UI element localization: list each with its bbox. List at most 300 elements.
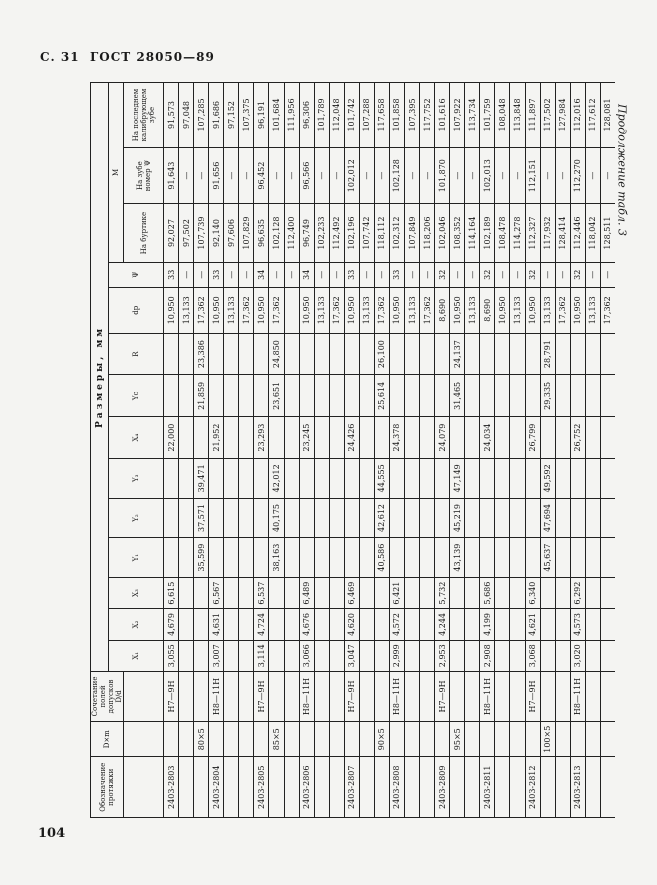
cell-tol: H8—11H [299, 671, 314, 721]
cell-y1 [314, 538, 329, 578]
cell-ml: 107,395 [405, 83, 420, 148]
cell-y3 [179, 458, 194, 498]
col-m-billet: На буртике [124, 204, 164, 262]
cell-x2 [600, 609, 615, 640]
cell-y2 [284, 498, 299, 538]
cell-mb: 112,327 [525, 204, 540, 262]
cell-x1 [194, 640, 209, 671]
cell-x4 [269, 417, 284, 459]
cell-tol [239, 671, 254, 721]
cell-mt: — [269, 147, 284, 203]
cell-ml: 113,848 [510, 83, 525, 148]
cell-dxm [435, 721, 450, 756]
table-row [314, 83, 329, 818]
cell-r [495, 333, 510, 375]
cell-y1 [495, 538, 510, 578]
cell-x4 [314, 417, 329, 459]
cell-yc [179, 375, 194, 417]
cell-dxm [284, 721, 299, 756]
cell-mb: 102,233 [314, 204, 329, 262]
cell-y3 [420, 458, 435, 498]
cell-yc [495, 375, 510, 417]
cell-x4: 24,034 [480, 417, 495, 459]
cell-y3: 39,471 [194, 458, 209, 498]
cell-dp: 17,362 [194, 287, 209, 333]
cell-ml: 112,016 [570, 83, 585, 148]
cell-x3 [314, 577, 329, 608]
cell-mb: 118,042 [585, 204, 600, 262]
cell-tol [540, 671, 555, 721]
cell-r [209, 333, 224, 375]
cell-x1 [224, 640, 239, 671]
cell-x3: 6,292 [570, 577, 585, 608]
cell-mt: 91,643 [164, 147, 179, 203]
cell-tol: H8—11H [480, 671, 495, 721]
rotated-table-frame [90, 82, 615, 818]
cell-r [420, 333, 435, 375]
cell-y3 [480, 458, 495, 498]
table-row [359, 83, 374, 818]
cell-dp [284, 287, 299, 333]
cell-x2: 4,573 [570, 609, 585, 640]
cell-r [525, 333, 540, 375]
table-row [555, 83, 570, 818]
cell-x1: 3,068 [525, 640, 540, 671]
cell-tol: H7—9H [254, 671, 269, 721]
cell-y3 [435, 458, 450, 498]
table-row [600, 83, 615, 818]
cell-dp: 10,950 [450, 287, 465, 333]
cell-psi: — [405, 262, 420, 287]
cell-yc [314, 375, 329, 417]
cell-dp: 13,133 [510, 287, 525, 333]
cell-yc [510, 375, 525, 417]
cell-x3: 6,340 [525, 577, 540, 608]
cell-y3 [389, 458, 404, 498]
cell-dxm [420, 721, 435, 756]
cell-psi: — [555, 262, 570, 287]
page-label: С. 31 [40, 50, 80, 64]
cell-y1: 40,586 [374, 538, 389, 578]
cell-y3 [555, 458, 570, 498]
cell-dxm [164, 721, 179, 756]
cell-x1 [284, 640, 299, 671]
cell-x4: 26,752 [570, 417, 585, 459]
cell-psi: 34 [299, 262, 314, 287]
cell-tol [269, 671, 284, 721]
cell-tol [420, 671, 435, 721]
col-dp: dр [109, 287, 164, 333]
cell-x1: 2,953 [435, 640, 450, 671]
cell-psi: — [374, 262, 389, 287]
cell-yc: 29,335 [540, 375, 555, 417]
cell-des: 2403-2807 [344, 757, 359, 818]
cell-mt: — [600, 147, 615, 203]
col-dxm: D×m [91, 721, 124, 756]
cell-yc [284, 375, 299, 417]
cell-psi: — [179, 262, 194, 287]
cell-yc [600, 375, 615, 417]
cell-x2 [405, 609, 420, 640]
cell-tol [495, 671, 510, 721]
cell-dxm: 95×5 [450, 721, 465, 756]
cell-mb: 108,352 [450, 204, 465, 262]
col-tolerance: Сочетание полей допусков D/d [91, 671, 124, 721]
cell-y2 [239, 498, 254, 538]
cell-x3: 6,567 [209, 577, 224, 608]
cell-ml: 96,306 [299, 83, 314, 148]
cell-psi: — [600, 262, 615, 287]
cell-y2 [329, 498, 344, 538]
cell-x2 [284, 609, 299, 640]
cell-dp: 10,950 [389, 287, 404, 333]
cell-x4 [540, 417, 555, 459]
cell-tol: H7—9H [164, 671, 179, 721]
cell-y1 [224, 538, 239, 578]
cell-dxm [510, 721, 525, 756]
cell-des: 2403-2808 [389, 757, 404, 818]
cell-psi: — [465, 262, 480, 287]
cell-mt: — [555, 147, 570, 203]
cell-des [194, 757, 209, 818]
table-row [450, 83, 465, 818]
cell-mb: 97,606 [224, 204, 239, 262]
cell-dp: 10,950 [209, 287, 224, 333]
col-x4: X₄ [109, 417, 164, 459]
cell-r [510, 333, 525, 375]
cell-psi: — [585, 262, 600, 287]
cell-dxm: 100×5 [540, 721, 555, 756]
cell-x4 [329, 417, 344, 459]
cell-des [585, 757, 600, 818]
cell-x3 [239, 577, 254, 608]
cell-y3 [405, 458, 420, 498]
cell-dxm [495, 721, 510, 756]
cell-dxm [344, 721, 359, 756]
cell-r [389, 333, 404, 375]
cell-y2 [389, 498, 404, 538]
cell-x4: 22,000 [164, 417, 179, 459]
cell-x4 [450, 417, 465, 459]
cell-x1 [465, 640, 480, 671]
cell-y1 [299, 538, 314, 578]
cell-mt: — [314, 147, 329, 203]
cell-x1 [495, 640, 510, 671]
cell-psi: 32 [525, 262, 540, 287]
cell-dxm [585, 721, 600, 756]
table-row [389, 83, 404, 818]
cell-mt: — [224, 147, 239, 203]
cell-x2 [420, 609, 435, 640]
cell-mb: 107,829 [239, 204, 254, 262]
cell-x1: 3,114 [254, 640, 269, 671]
cell-r [480, 333, 495, 375]
cell-r [239, 333, 254, 375]
cell-dp: 10,950 [164, 287, 179, 333]
cell-mt: 91,656 [209, 147, 224, 203]
cell-x2 [359, 609, 374, 640]
cell-y1 [585, 538, 600, 578]
table-row [420, 83, 435, 818]
cell-mt: 96,452 [254, 147, 269, 203]
table-row [510, 83, 525, 818]
cell-y2 [299, 498, 314, 538]
table-row [284, 83, 299, 818]
cell-ml: 101,616 [435, 83, 450, 148]
col-yc: Yс [109, 375, 164, 417]
cell-x3: 6,421 [389, 577, 404, 608]
cell-des: 2403-2803 [164, 757, 179, 818]
cell-x3 [405, 577, 420, 608]
cell-x2: 4,679 [164, 609, 179, 640]
cell-x1 [420, 640, 435, 671]
cell-mt: 112,270 [570, 147, 585, 203]
cell-x4 [284, 417, 299, 459]
cell-dp: 17,362 [374, 287, 389, 333]
cell-mt: — [329, 147, 344, 203]
cell-mb: 107,739 [194, 204, 209, 262]
cell-psi: — [510, 262, 525, 287]
cell-mt: 96,566 [299, 147, 314, 203]
cell-x4: 24,079 [435, 417, 450, 459]
table-body [164, 83, 616, 818]
cell-x2 [314, 609, 329, 640]
cell-ml: 97,048 [179, 83, 194, 148]
cell-mt: — [194, 147, 209, 203]
cell-x2 [495, 609, 510, 640]
cell-x2: 4,724 [254, 609, 269, 640]
cell-x3: 6,537 [254, 577, 269, 608]
cell-dxm: 90×5 [374, 721, 389, 756]
cell-r [284, 333, 299, 375]
cell-x3 [179, 577, 194, 608]
cell-y1 [389, 538, 404, 578]
cell-psi: — [194, 262, 209, 287]
cell-dxm [224, 721, 239, 756]
cell-r: 28,791 [540, 333, 555, 375]
cell-dxm [359, 721, 374, 756]
cell-x4 [224, 417, 239, 459]
col-y2: Y₂ [109, 498, 164, 538]
cell-y3: 47,149 [450, 458, 465, 498]
cell-y3 [359, 458, 374, 498]
cell-x3 [540, 577, 555, 608]
cell-mb: 112,492 [329, 204, 344, 262]
cell-dxm [254, 721, 269, 756]
cell-des [600, 757, 615, 818]
cell-yc [570, 375, 585, 417]
cell-y2 [405, 498, 420, 538]
page-number: 104 [38, 826, 66, 841]
cell-x1: 2,999 [389, 640, 404, 671]
cell-y3: 49,592 [540, 458, 555, 498]
cell-y3 [585, 458, 600, 498]
cell-r [314, 333, 329, 375]
cell-x4 [495, 417, 510, 459]
cell-mb: 97,502 [179, 204, 194, 262]
cell-y2 [179, 498, 194, 538]
cell-mb: 96,635 [254, 204, 269, 262]
cell-x1 [510, 640, 525, 671]
cell-y3 [224, 458, 239, 498]
cell-x2 [329, 609, 344, 640]
cell-y3: 44,555 [374, 458, 389, 498]
cell-des [179, 757, 194, 818]
table-row [299, 83, 314, 818]
cell-r [179, 333, 194, 375]
cell-x1: 3,007 [209, 640, 224, 671]
cell-y3 [570, 458, 585, 498]
cell-mb: 118,206 [420, 204, 435, 262]
cell-mt: — [465, 147, 480, 203]
cell-ml: 117,502 [540, 83, 555, 148]
cell-x1: 3,066 [299, 640, 314, 671]
table-row [480, 83, 495, 818]
cell-y3 [465, 458, 480, 498]
cell-dp: 10,950 [525, 287, 540, 333]
cell-x3 [495, 577, 510, 608]
cell-r: 24,850 [269, 333, 284, 375]
cell-x2 [374, 609, 389, 640]
cell-dp: 8,690 [480, 287, 495, 333]
cell-tol: H8—11H [209, 671, 224, 721]
cell-y2 [495, 498, 510, 538]
cell-x3 [374, 577, 389, 608]
cell-mb: 114,278 [510, 204, 525, 262]
cell-des [510, 757, 525, 818]
cell-yc [359, 375, 374, 417]
cell-r [164, 333, 179, 375]
cell-mb: 102,128 [269, 204, 284, 262]
cell-dxm [239, 721, 254, 756]
cell-r [555, 333, 570, 375]
cell-dp: 10,950 [254, 287, 269, 333]
cell-y2 [480, 498, 495, 538]
cell-des [329, 757, 344, 818]
cell-x3 [555, 577, 570, 608]
cell-r: 26,100 [374, 333, 389, 375]
col-m-last: На последнем калибрующем зубе [124, 83, 164, 148]
cell-y1 [344, 538, 359, 578]
cell-dp: 17,362 [329, 287, 344, 333]
cell-dp: 13,133 [314, 287, 329, 333]
cell-ml: 113,734 [465, 83, 480, 148]
cell-mb: 112,446 [570, 204, 585, 262]
cell-y2 [224, 498, 239, 538]
col-group-dimensions: Размеры, мм [91, 83, 109, 672]
cell-tol: H8—11H [389, 671, 404, 721]
cell-ml: 108,048 [495, 83, 510, 148]
cell-des: 2403-2813 [570, 757, 585, 818]
cell-dp: 13,133 [359, 287, 374, 333]
cell-des: 2403-2805 [254, 757, 269, 818]
cell-y1 [480, 538, 495, 578]
cell-dp: 13,133 [465, 287, 480, 333]
cell-mb: 107,849 [405, 204, 420, 262]
cell-x3 [359, 577, 374, 608]
cell-x2 [450, 609, 465, 640]
cell-y1 [239, 538, 254, 578]
cell-x1 [239, 640, 254, 671]
cell-y1: 43,139 [450, 538, 465, 578]
cell-dxm [525, 721, 540, 756]
cell-x1: 2,908 [480, 640, 495, 671]
cell-x4 [239, 417, 254, 459]
cell-des: 2403-2806 [299, 757, 314, 818]
col-y3: Y₃ [109, 458, 164, 498]
cell-mt: — [405, 147, 420, 203]
cell-x4 [374, 417, 389, 459]
table-row [495, 83, 510, 818]
cell-yc [299, 375, 314, 417]
cell-x2 [585, 609, 600, 640]
cell-x3 [284, 577, 299, 608]
cell-dp: 13,133 [540, 287, 555, 333]
cell-ml: 97,152 [224, 83, 239, 148]
cell-y1 [525, 538, 540, 578]
col-r: R [109, 333, 164, 375]
cell-x1 [450, 640, 465, 671]
cell-mb: 107,742 [359, 204, 374, 262]
cell-mt: — [540, 147, 555, 203]
cell-mb: 118,112 [374, 204, 389, 262]
cell-x2: 4,676 [299, 609, 314, 640]
table-row [224, 83, 239, 818]
cell-mt: 102,128 [389, 147, 404, 203]
cell-y2 [510, 498, 525, 538]
cell-x3: 6,489 [299, 577, 314, 608]
cell-y2 [359, 498, 374, 538]
cell-psi: — [239, 262, 254, 287]
cell-tol: H7—9H [344, 671, 359, 721]
cell-dxm [480, 721, 495, 756]
table-row [239, 83, 254, 818]
cell-y1 [555, 538, 570, 578]
cell-y2: 37,571 [194, 498, 209, 538]
cell-ml: 91,573 [164, 83, 179, 148]
cell-tol [359, 671, 374, 721]
cell-x1 [405, 640, 420, 671]
col-x2: X₂ [109, 609, 164, 640]
cell-yc [555, 375, 570, 417]
cell-x2 [510, 609, 525, 640]
cell-yc [525, 375, 540, 417]
cell-tol [224, 671, 239, 721]
cell-x3 [194, 577, 209, 608]
cell-ml: 107,285 [194, 83, 209, 148]
cell-yc [224, 375, 239, 417]
cell-y1: 38,163 [269, 538, 284, 578]
cell-dp: 13,133 [179, 287, 194, 333]
cell-y3 [344, 458, 359, 498]
cell-dp: 13,133 [224, 287, 239, 333]
cell-ml: 117,612 [585, 83, 600, 148]
cell-y3 [284, 458, 299, 498]
cell-y3 [254, 458, 269, 498]
cell-psi: 33 [389, 262, 404, 287]
cell-psi: 32 [570, 262, 585, 287]
cell-x2 [194, 609, 209, 640]
cell-mt: — [284, 147, 299, 203]
cell-y3 [329, 458, 344, 498]
cell-psi: 33 [164, 262, 179, 287]
cell-y2 [525, 498, 540, 538]
table-row [179, 83, 194, 818]
cell-y1 [254, 538, 269, 578]
standard-code: ГОСТ 28050—89 [89, 50, 215, 64]
cell-psi: — [450, 262, 465, 287]
table-row [570, 83, 585, 818]
